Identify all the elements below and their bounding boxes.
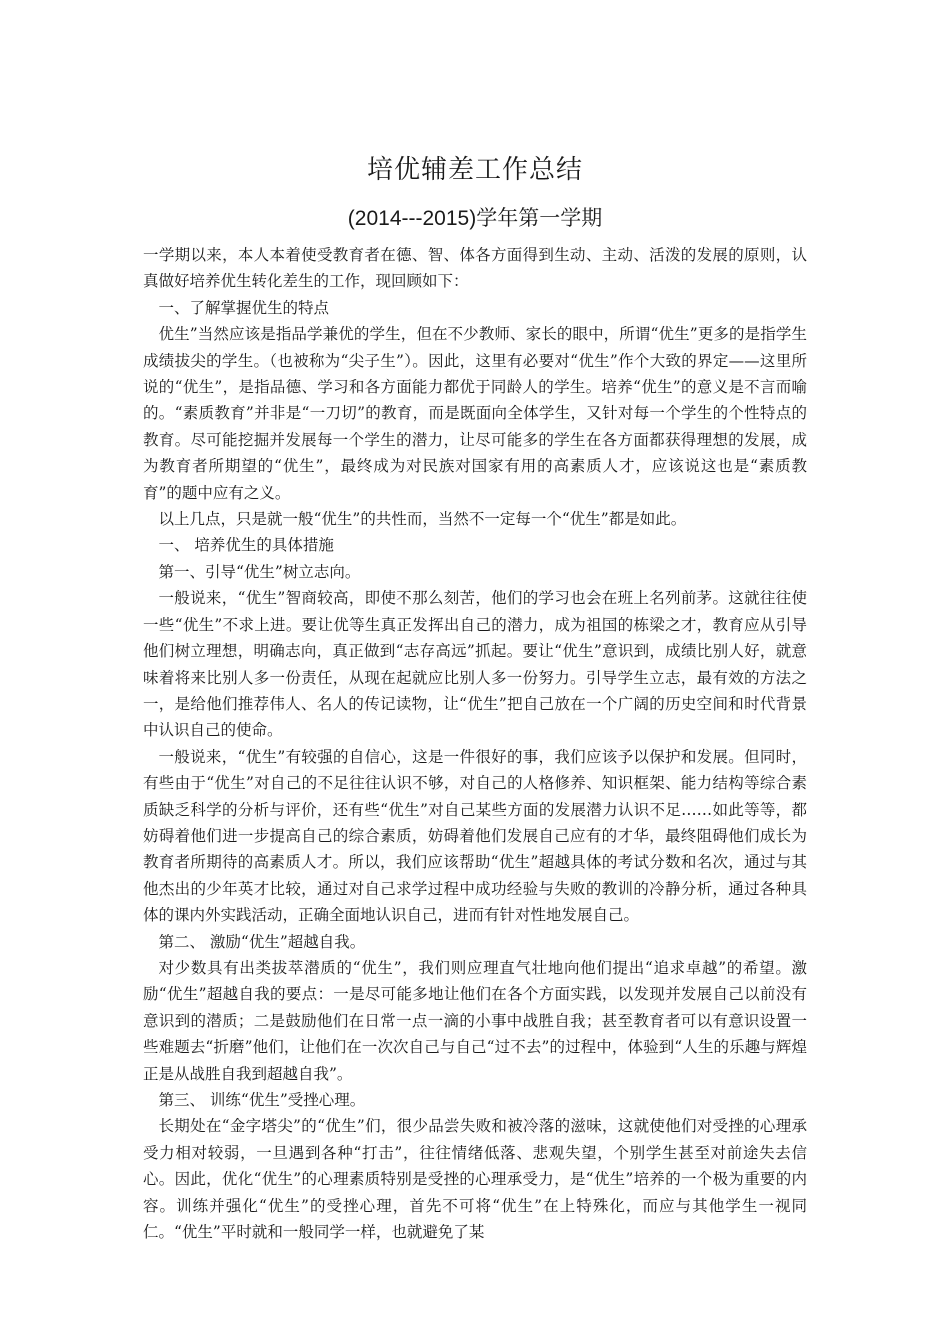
document-title: 培优辅差工作总结 [366, 155, 583, 185]
subsection-heading-3: 第三、 训练“优生”受挫心理。 [158, 1091, 366, 1109]
paragraph-body: 以上几点，只是就一般“优生”的共性而，当然不一定每一个“优生”都是如此。 [158, 510, 687, 529]
paragraph-body: 一般说来，“优生”有较强的自信心，这是一件很好的事，我们应该予以保护和发展。但同时，有些由于“优生”对自己的不足往往认识不够，对自己的人格修养、知识框架、能力结构等综合素质缺乏科学的分析与评价，还有些“优生”对自己某些方面的发展潜力认识不足……如此等等，都妨碍着他们进一步提高自己的综合素质，妨碍着他们发展自己应有的才华，最终阻碍他们成长为教育者所期待的高素质人才。所以，我们应该帮助“优生”超越具体的考试分数和名次，通过与其他杰出的少年英才比较，通过对自己求学过程中成功经验与失败的教训的冷静分析，通过各种具体的课内外实践活动，正确全面地认识自己，进而有针对性地发展自己。 [143, 747, 807, 925]
document-page [143, 150, 807, 1245]
paragraph-intro: 一学期以来，本人本着使受教育者在德、智、体各方面得到生动、主动、活泼的发展的原则，认真做好培养优生转化差生的工作，现回顾如下： [143, 246, 807, 291]
document-subtitle: (2014---2015)学年第一学期 [347, 207, 603, 230]
paragraph-body: 长期处在“金字塔尖”的“优生”们，很少品尝失败和被冷落的滋味，这就使他们对受挫的心理承受力相对较弱，一旦遇到各种“打击”，往往情绪低落、悲观失望，个别学生甚至对前途失去信心。因此，优化“优生”的心理素质特别是受挫的心理承受力，是“优生”培养的一个极为重要的内容。训练并强化“优生”的受挫心理，首先不可将“优生”在上特殊化，而应与其他学生一视同仁。“优生”平时就和一般同学一样，也就避免了某 [143, 1117, 807, 1242]
paragraph-body: 对少数具有出类拔萃潜质的“优生”，我们则应理直气壮地向他们提出“追求卓越”的希望。激励“优生”超越自我的要点：一是尽可能多地让他们在各个方面实践，以发现并发展自己以前没有意识到的潜质；二是鼓励他们在日常一点一滴的小事中战胜自我；甚至教育者可以有意识设置一些难题去“折磨”他们，让他们在一次次自己与自己“过不去”的过程中，体验到“人生的乐趣与辉煌正是从战胜自我到超越自我”。 [143, 958, 807, 1083]
section-heading-1: 一、了解掌握优生的特点 [158, 298, 330, 317]
section-heading-2: 一、 培养优生的具体措施 [158, 536, 334, 555]
paragraph-body: 一般说来，“优生”智商较高，即使不那么刻苦，他们的学习也会在班上名列前茅。这就往往使一些“优生”不求上进。要让优等生真正发挥出自己的潜力，成为祖国的栋梁之才，教育应从引导他们树立理想，明确志向，真正做到“志存高远”抓起。要让“优生”意识到，成绩比别人好，就意味着将来比别人多一份责任，从现在起就应比别人多一份努力。引导学生立志，最有效的方法之一，是给他们推荐伟人、名人的传记读物，让“优生”把自己放在一个广阔的历史空间和时代背景中认识自己的使命。 [143, 589, 807, 740]
subsection-heading-1: 第一、引导“优生”树立志向。 [158, 562, 361, 581]
subsection-heading-2: 第二、 激励“优生”超越自我。 [158, 932, 366, 951]
paragraph-body: 优生”当然应该是指品学兼优的学生，但在不少教师、家长的眼中，所谓“优生”更多的是指学生成绩拔尖的学生。（也被称为“尖子生”）。因此，这里有必要对“优生”作个大致的界定——这里所说的“优生”，是指品德、学习和各方面能力都优于同龄人的学生。培养“优生”的意义是不言而喻的。“素质教育”并非是“一刀切”的教育，而是既面向全体学生，又针对每一个学生的个性特点的教育。尽可能挖掘并发展每一个学生的潜力，让尽可能多的学生在各方面都获得理想的发展，成为教育者所期望的“优生”，最终成为对民族对国家有用的高素质人才，应该说这也是“素质教育”的题中应有之义。 [143, 325, 807, 502]
